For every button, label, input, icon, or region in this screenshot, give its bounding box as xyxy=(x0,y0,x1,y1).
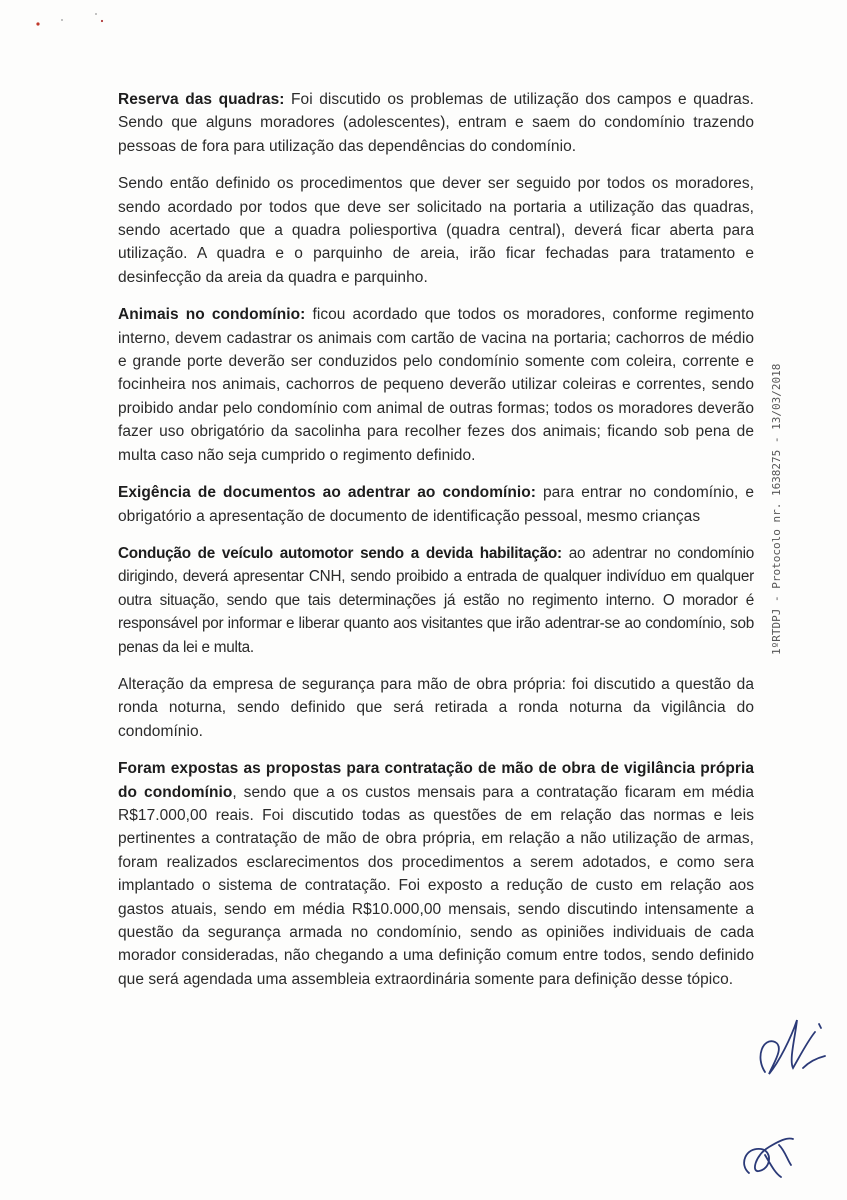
paragraph-propostas xyxy=(118,757,754,991)
paragraph-animais xyxy=(118,303,754,467)
paragraph-lead: Exigência de documentos ao adentrar ao condomínio: xyxy=(118,484,536,502)
paragraph-documentos xyxy=(118,481,754,528)
registry-side-stamp: 1ºRTDPJ - Protocolo nr. 1638275 - 13/03/2018 xyxy=(770,363,783,655)
paragraph-text: ao adentrar no condomínio dirigindo, deverá apresentar CNH, sendo proibido a entrada de qualquer indivíduo em qualquer outra situação, sendo que tais determinações já estão no regimento interno. O morador é responsável por informar e liberar quanto aos visitantes que irão adentrar-se ao condomínio, sob penas da lei e multa. xyxy=(118,544,754,656)
paragraph-text: Alteração da empresa de segurança para mão de obra própria: foi discutido a questão da ronda noturna, sendo definido que será retirada a ronda noturna da vigilância do condomínio. xyxy=(118,675,754,740)
paragraph-text: Sendo então definido os procedimentos que dever ser seguido por todos os moradores, sendo acordado por todos que deve ser solicitado na portaria a utilização das quadras, sendo acertado que a quadra poliesportiva (quadra central), deverá ficar aberta para utilização. A quadra e o parquinho de areia, irão ficar fechadas para tratamento e desinfecção da areia da quadra e parquinho. xyxy=(118,175,754,286)
minutes-body xyxy=(118,88,754,1005)
paragraph-text: ficou acordado que todos os moradores, conforme regimento interno, devem cadastrar os animais com cartão de vacina na portaria; cachorros de médio e grande porte deverão ser conduzidos pelo condomínio somente com coleira, corrente e focinheira nos animais, cachorros de pequeno deverão utilizar coleiras e correntes, sendo proibido andar pelo condomínio com animal de outras formas; todos os moradores deverão fazer uso obrigatório da sacolinha para recolher fezes dos animais; ficando sob pena de multa caso não seja cumprido o regimento definido. xyxy=(118,306,754,464)
paragraph-lead: Foram expostas as propostas para contratação de mão de obra de vigilância própria do condomínio xyxy=(118,760,754,801)
paragraph-lead: Reserva das quadras: xyxy=(118,91,285,108)
paragraph-lead: Condução de veículo automotor sendo a devida habilitação: xyxy=(118,544,562,562)
initials-signature xyxy=(735,1125,805,1185)
paragraph-text: Foi discutido os problemas de utilização dos campos e quadras. Sendo que alguns moradores (adolescentes), entram e saem do condomínio trazendo pessoas de fora para utilização das dependências do condomínio. xyxy=(118,91,754,155)
paragraph-reserva-quadras xyxy=(118,88,754,158)
paragraph-text: , sendo que a os custos mensais para a contratação ficaram em média R$17.000,00 reais. Foi discutido todas as questões de em relação das normas e leis pertinentes a contratação de mão de obra própria, em relação a não utilização de armas, foram realizados esclarecimentos dos procedimentos a serem adotados, e como sera implantado o sistema de contratação. Foi exposto a redução de custo em relação aos gastos atuais, sendo em média R$10.000,00 mensais, sendo discutindo intensamente a questão da segurança armada no condomínio, sendo as opiniões individuais de cada morador consideradas, não chegando a uma definição comum entre todos, sendo definido que será agendada uma assembleia extraordinária somente para definição desse tópico. xyxy=(118,783,754,988)
scan-specks xyxy=(0,0,140,40)
paragraph-text: para entrar no condomínio, e obrigatório a apresentação de documento de identificação pessoal, mesmo crianças xyxy=(118,484,755,525)
paragraph-procedimentos xyxy=(118,172,754,289)
paragraph-seguranca xyxy=(118,673,754,743)
paragraph-veiculo xyxy=(118,542,754,659)
paragraph-lead: Animais no condomínio: xyxy=(118,306,306,324)
margin-signature xyxy=(745,1002,835,1092)
